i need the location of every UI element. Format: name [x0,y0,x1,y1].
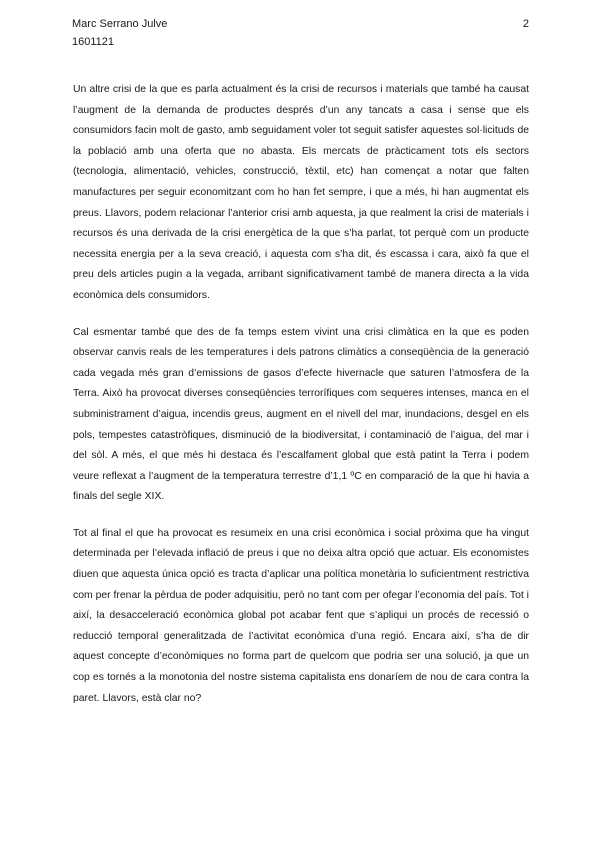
page-number: 2 [522,18,529,30]
paragraph-economic-crisis: Tot al final el que ha provocat es resumeix en una crisi econòmica i social pròxima que ha vingut determinada per l’elevada inflació de preus i que no deixa altra opció que actuar. Els economistes diuen que aquesta única opció es tracta d’aplicar una política monetària lo suficientment restrictiva com per frenar la pèrdua de poder adquisitiu, però no tant com per ofegar l’economia del país. Tot i així, la desacceleració econòmica global pot acabar fent que s’apliqui un procés de recessió o reducció temporal generalitzada de l’activitat econòmica d’una regió. Encara així, s’ha de dir aquest concepte d’econòmiques no forma part de quelcom que podria ser una solució, ja que un cop es tornés a la monotonia del nostre sistema capitalista ens donaríem de nou de cara contra la paret. Llavors, està clar no? [73,527,529,704]
body-text [73,80,529,725]
author-name: Marc Serrano Julve [72,18,168,30]
paragraph-climate-crisis: Cal esmentar també que des de fa temps estem vivint una crisi climàtica en la que es poden observar canvis reals de les temperatures i dels patrons climàtics a conseqüència de la generació cada vegada més gran d’emissions de gasos d’efecte hivernacle que saturen l’atmosfera de la Terra. Això ha provocat diverses conseqüències terrorífiques com sequeres intenses, manca en el subministrament d’aigua, incendis greus, augment en el nivell del mar, inundacions, desgel en els pols, tempestes catastròfiques, disminució de la biodiversitat, i contaminació de l’aigua, del mar i del sòl. A més, el que més hi destaca és l’escalfament global que està patint la Terra i podem veure reflexat a l’augment de la temperatura terrestre d’1,1 ºC en comparació de la que hi havia a finals del segle XIX. [73,326,529,503]
paragraph-resource-crisis: Un altre crisi de la que es parla actualment és la crisi de recursos i materials que també ha causat l’augment de la demanda de productes després d’un any tancats a casa i sense que els consumidors facin molt de gasto, amb seguidament voler tot seguit satisfer aquestes sol·licituds de la població amb una oferta que no abasta. Els mercats de pràcticament tots els sectors (tecnologia, alimentació, vehicles, construcció, tèxtil, etc) han començat a notar que falten manufactures per seguir economitzant com ho han fet sempre, i que a més, hi han augmentat els preus. Llavors, podem relacionar l’anterior crisi amb aquesta, ja que realment la crisi de materials i recursos és una derivada de la crisi energètica de la que s’ha parlat, tot perquè com un producte necessita energia per a la seva creació, i aquesta com s’ha dit, és escassa i cara, això fa que el preu dels articles pugin a la vegada, arribant significativament també de manera directa a la vida econòmica dels consumidors. [73,84,529,301]
page-header [72,15,529,51]
student-id: 1601121 [72,36,115,48]
